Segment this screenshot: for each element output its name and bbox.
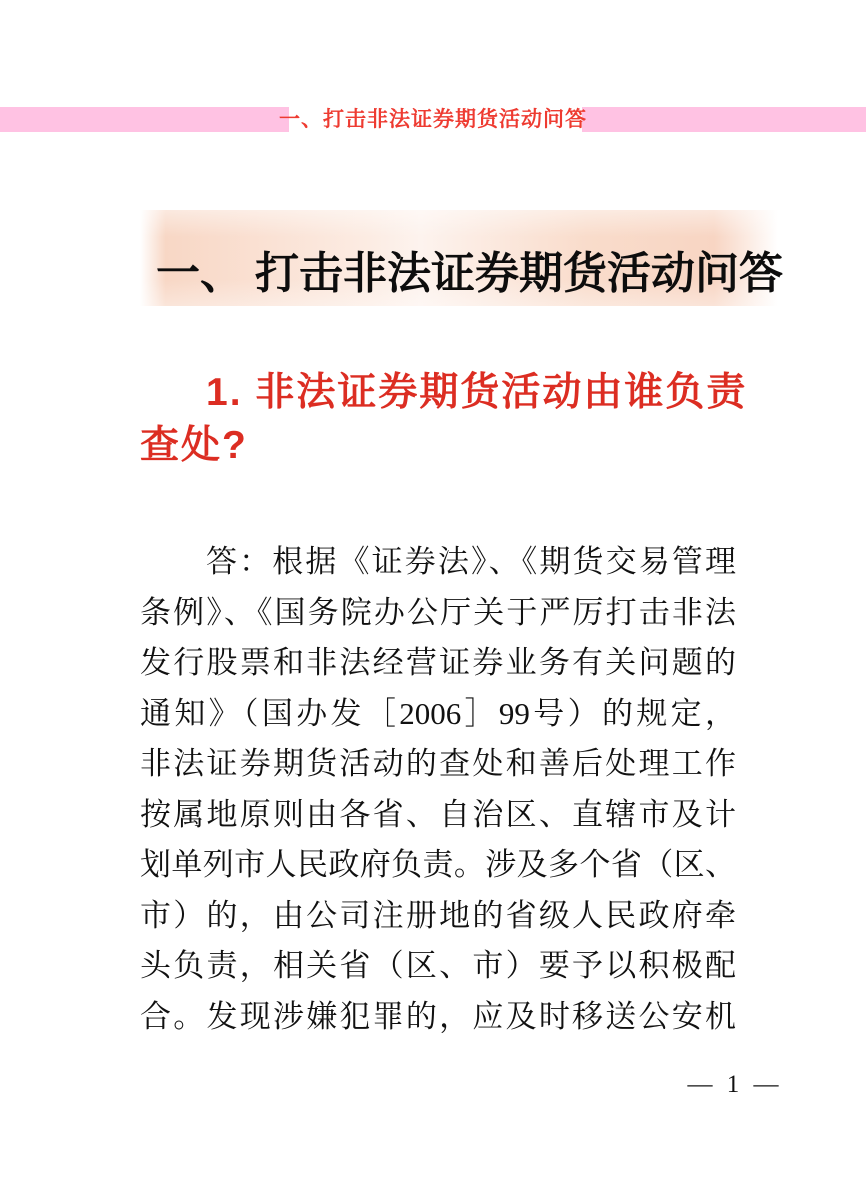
answer-line: 按属地原则由各省、自治区、直辖市及计 bbox=[140, 796, 736, 832]
chapter-title: 一、 打击非法证券期货活动问答 bbox=[156, 249, 783, 298]
answer-line: 发行股票和非法经营证券业务有关问题的 bbox=[140, 645, 736, 680]
running-head-title: 一、打击非法证券期货活动问答 bbox=[279, 108, 587, 131]
chapter-title-band bbox=[140, 210, 783, 306]
question-heading-line2: 查处? bbox=[140, 424, 248, 467]
question-heading bbox=[140, 366, 748, 472]
answer-line: 非法证券期货活动的查处和善后处理工作 bbox=[140, 746, 736, 781]
question-heading-line1: 1. 非法证券期货活动由谁负责 bbox=[206, 371, 748, 414]
answer-line: 划单列市人民政府负责。涉及多个省（区、 bbox=[140, 847, 736, 882]
running-head bbox=[0, 107, 866, 132]
page-number: — 1 — bbox=[687, 1071, 783, 1098]
answer-line: 市）的，由公司注册地的省级人民政府牵 bbox=[140, 897, 736, 933]
answer-line: 通知》（国办发［2006］99号）的规定， bbox=[140, 695, 736, 731]
answer-line: 合。发现涉嫌犯罪的，应及时移送公安机 bbox=[140, 998, 736, 1034]
answer-line: 答：根据《证券法》、《期货交易管理 bbox=[206, 544, 736, 579]
answer-paragraph bbox=[140, 537, 736, 1042]
answer-line: 头负责，相关省（区、市）要予以积极配 bbox=[140, 948, 736, 983]
answer-line: 条例》、《国务院办公厅关于严厉打击非法 bbox=[140, 594, 736, 630]
